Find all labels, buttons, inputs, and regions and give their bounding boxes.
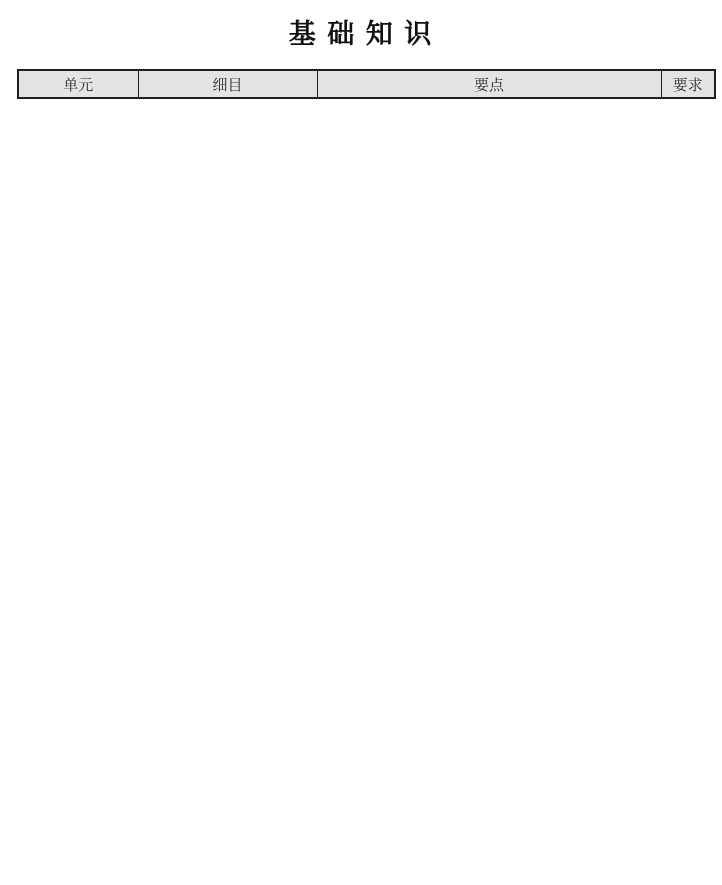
page-title: 基 础 知 识 — [288, 19, 434, 49]
column-header-3: 要求 — [661, 70, 715, 98]
column-header-1: 细目 — [138, 70, 317, 98]
column-header-0: 单元 — [18, 70, 138, 98]
column-header-2: 要点 — [317, 70, 661, 98]
syllabus-table — [17, 69, 716, 99]
table-header — [18, 70, 715, 98]
header-row — [18, 70, 715, 98]
